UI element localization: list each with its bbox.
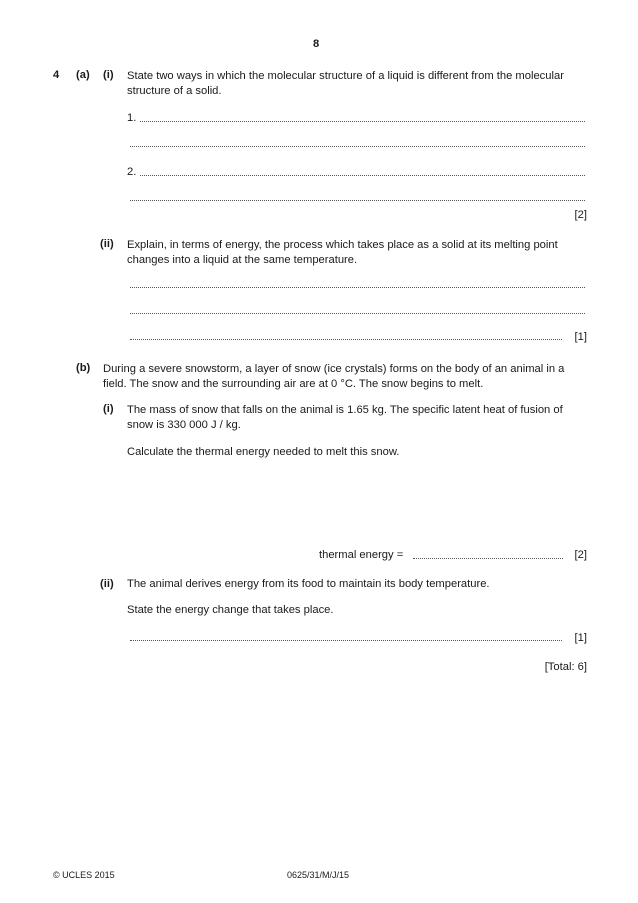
question-b-ii-text: The animal derives energy from its food to maintain its body temperature.: [127, 578, 490, 590]
answer-line[interactable]: [130, 287, 585, 288]
answer-line[interactable]: [130, 146, 585, 147]
marks-b-i: [2]: [574, 549, 587, 561]
subpart-a-ii-label: (ii): [100, 238, 114, 250]
total-marks: [Total: 6]: [544, 661, 587, 673]
page-number: 8: [313, 38, 320, 50]
answer-line[interactable]: [140, 175, 585, 176]
answer-line[interactable]: [130, 339, 562, 340]
subpart-b-i-label: (i): [103, 403, 114, 415]
footer-code: 0625/31/M/J/15: [287, 870, 350, 880]
answer-line[interactable]: [130, 640, 562, 641]
question-a-ii-text: Explain, in terms of energy, the process which takes place as a solid at its melting point changes into a liquid at the same temperature.: [127, 239, 558, 266]
thermal-energy-label: thermal energy =: [319, 549, 404, 561]
question-b-i-instruction: Calculate the thermal energy needed to melt this snow.: [127, 446, 400, 458]
answer-line[interactable]: [140, 121, 585, 122]
answer-item-1-label: 1.: [127, 112, 137, 124]
question-number: 4: [53, 69, 60, 81]
marks-b-ii: [1]: [574, 632, 587, 644]
question-b-ii-instruction: State the energy change that takes place.: [127, 604, 334, 616]
footer-copyright: © UCLES 2015: [53, 870, 115, 880]
answer-line[interactable]: [130, 200, 585, 201]
question-b-text: During a severe snowstorm, a layer of snow (ice crystals) forms on the body of an animal in a field. The snow and the surrounding air are at 0 °C. The snow begins to melt.: [103, 363, 565, 390]
answer-line[interactable]: [130, 313, 585, 314]
subpart-a-i-label: (i): [103, 69, 114, 81]
answer-item-2-label: 2.: [127, 166, 137, 178]
subpart-b-ii-label: (ii): [100, 578, 114, 590]
question-a-i-text: State two ways in which the molecular structure of a liquid is different from the molecular structure of a solid.: [127, 70, 564, 97]
thermal-energy-answer-line[interactable]: [413, 558, 563, 559]
part-b-label: (b): [76, 362, 91, 374]
marks-a-ii: [1]: [574, 331, 587, 343]
question-b-i-text: The mass of snow that falls on the animal is 1.65 kg. The specific latent heat of fusion of snow is 330 000 J / kg.: [127, 404, 563, 431]
part-a-label: (a): [76, 69, 90, 81]
marks-a-i: [2]: [574, 209, 587, 221]
